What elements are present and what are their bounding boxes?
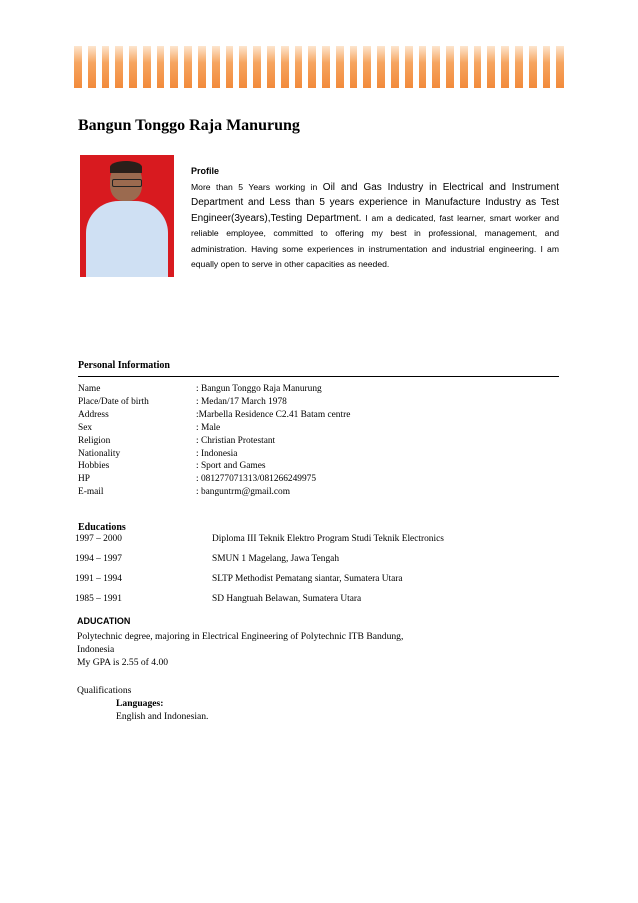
info-label: Nationality [78,448,121,459]
education-school: Diploma III Teknik Elektro Program Studi Teknik Electronics [212,534,444,544]
info-value: : Bangun Tonggo Raja Manurung [196,384,322,394]
info-label: HP [78,474,90,485]
info-row-birth [78,396,350,409]
profile-text-part1: More than 5 Years working in [191,181,318,192]
info-row-hobbies [78,460,350,473]
stripe-decoration [198,46,206,88]
aducation-line: Indonesia [77,644,115,655]
stripe-decoration [460,46,468,88]
header-stripes [74,46,570,88]
languages-label: Languages: [116,698,164,709]
profile-title: Profile [191,166,220,176]
stripe-decoration [377,46,385,88]
profile-text [191,180,559,273]
stripe-decoration [102,46,110,88]
section-divider [78,376,559,377]
stripe-decoration [308,46,316,88]
stripe-decoration [405,46,413,88]
info-label: E-mail [78,487,104,498]
education-row [75,554,444,574]
info-value: : Sport and Games [196,461,266,472]
info-row-sex [78,422,350,435]
stripe-decoration [515,46,523,88]
education-years: 1994 – 1997 [75,554,122,564]
info-value: : banguntrm@gmail.com [196,487,291,498]
photo-shirt [86,201,168,277]
stripe-decoration [281,46,289,88]
info-label: Place/Date of birth [78,396,149,407]
education-years: 1985 – 1991 [75,594,122,604]
info-value: : Male [196,422,221,433]
profile-text-part2: I am a dedicated, fast learner, smart worker and reliable employee, committed to offering my best in professional, management, and administration. Having some experiences in instrumentation and industrial engineering. I am equally open to serve in other capacities as needed. [191,212,559,269]
aducation-line: Polytechnic degree, majoring in Electrical Engineering of Polytechnic ITB Bandung, [77,631,404,642]
info-value: : Indonesia [196,448,238,459]
stripe-decoration [253,46,261,88]
info-value: : Christian Protestant [196,435,276,446]
educations-title: Educations [78,522,126,533]
gpa-line: My GPA is 2.55 of 4.00 [77,657,169,668]
aducation-text [77,630,403,669]
stripe-decoration [157,46,165,88]
info-row-hp [78,473,350,486]
stripe-decoration [267,46,275,88]
stripe-decoration [74,46,82,88]
info-label: Sex [78,422,93,433]
stripe-decoration [115,46,123,88]
stripe-decoration [543,46,551,88]
info-label: Name [78,384,101,394]
stripe-decoration [529,46,537,88]
stripe-decoration [363,46,371,88]
photo-hair [110,161,142,173]
education-school: SLTP Methodist Pematang siantar, Sumatera Utara [212,574,403,584]
profile-photo [80,155,174,277]
info-row-address [78,409,350,422]
personal-info-list [78,383,350,499]
education-school: SMUN 1 Magelang, Jawa Tengah [212,554,340,564]
info-row-email [78,486,350,499]
info-label: Hobbies [78,461,110,472]
profile-section [191,164,559,273]
stripe-decoration [556,46,564,88]
stripe-decoration [501,46,509,88]
stripe-decoration [143,46,151,88]
languages-value: English and Indonesian. [116,711,209,722]
stripe-decoration [350,46,358,88]
stripe-decoration [336,46,344,88]
stripe-decoration [295,46,303,88]
personal-info-title: Personal Information [78,360,170,371]
stripe-decoration [391,46,399,88]
info-label: Religion [78,435,111,446]
info-label: Address [78,409,109,420]
education-school: SD Hangtuah Belawan, Sumatera Utara [212,594,362,604]
profile-text-highlight: Oil and Gas Industry in Electrical and Instrument Department and Less than 5 years experience in Manufacture Industry as Test Engineer(3years),Testing Department. [191,181,559,224]
qualifications-section [77,684,208,723]
stripe-decoration [88,46,96,88]
stripe-decoration [474,46,482,88]
education-row [75,534,444,554]
stripe-decoration [212,46,220,88]
stripe-decoration [446,46,454,88]
stripe-decoration [487,46,495,88]
info-value: :Marbella Residence C2.41 Batam centre [196,409,351,420]
photo-glasses [112,179,142,187]
info-row-religion [78,435,350,448]
stripe-decoration [322,46,330,88]
qualifications-title: Qualifications [77,685,132,696]
info-row-nationality [78,448,350,461]
education-years: 1997 – 2000 [75,534,122,544]
stripe-decoration [170,46,178,88]
stripe-decoration [432,46,440,88]
education-row [75,574,444,594]
aducation-title: ADUCATION [77,616,131,626]
stripe-decoration [226,46,234,88]
stripe-decoration [184,46,192,88]
candidate-name: Bangun Tonggo Raja Manurung [78,117,300,134]
info-value: : Medan/17 March 1978 [196,396,287,407]
stripe-decoration [239,46,247,88]
stripe-decoration [129,46,137,88]
education-row [75,594,444,614]
stripe-decoration [419,46,427,88]
education-years: 1991 – 1994 [75,574,122,584]
educations-list [75,534,444,614]
info-value: : 081277071313/081266249975 [196,474,317,485]
info-row-name [78,383,350,396]
